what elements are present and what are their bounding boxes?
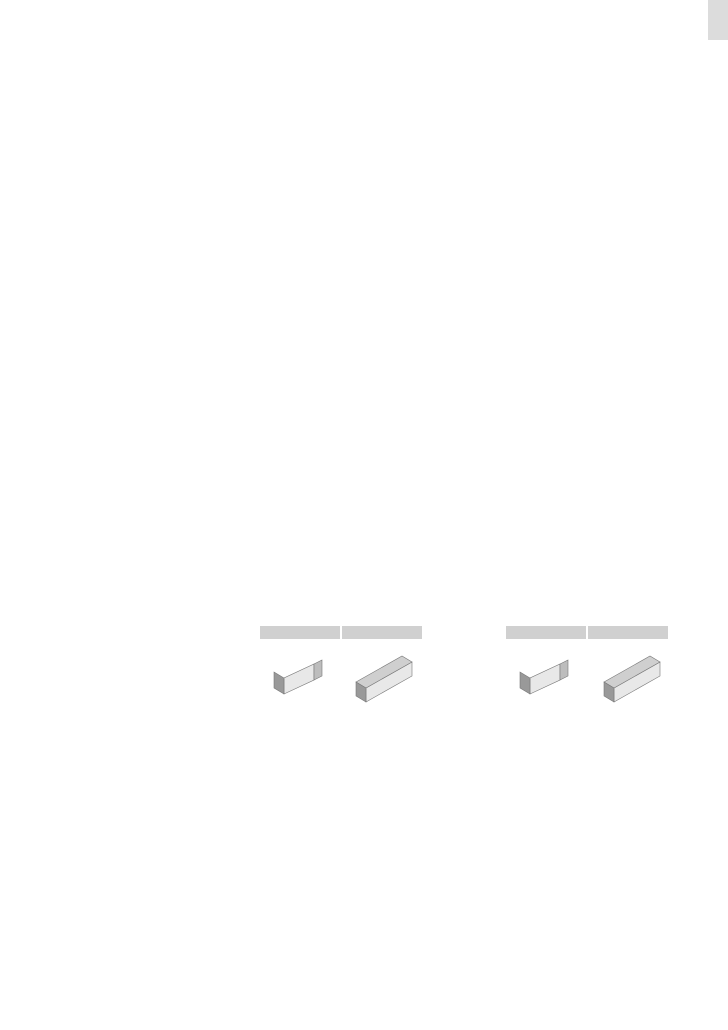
corner-tile-diagram-2 [506,650,588,714]
lintel-tile-diagram [342,650,424,714]
diagram-header-standard-corner [260,626,340,639]
header-tab [708,0,728,40]
diagram-header-lintel [342,626,422,639]
diagram-header-lintel-2 [588,626,668,639]
diagram-header-standard-corner-2 [506,626,586,639]
lintel-tile-diagram-2 [588,650,676,714]
corner-tile-diagram [262,650,342,714]
